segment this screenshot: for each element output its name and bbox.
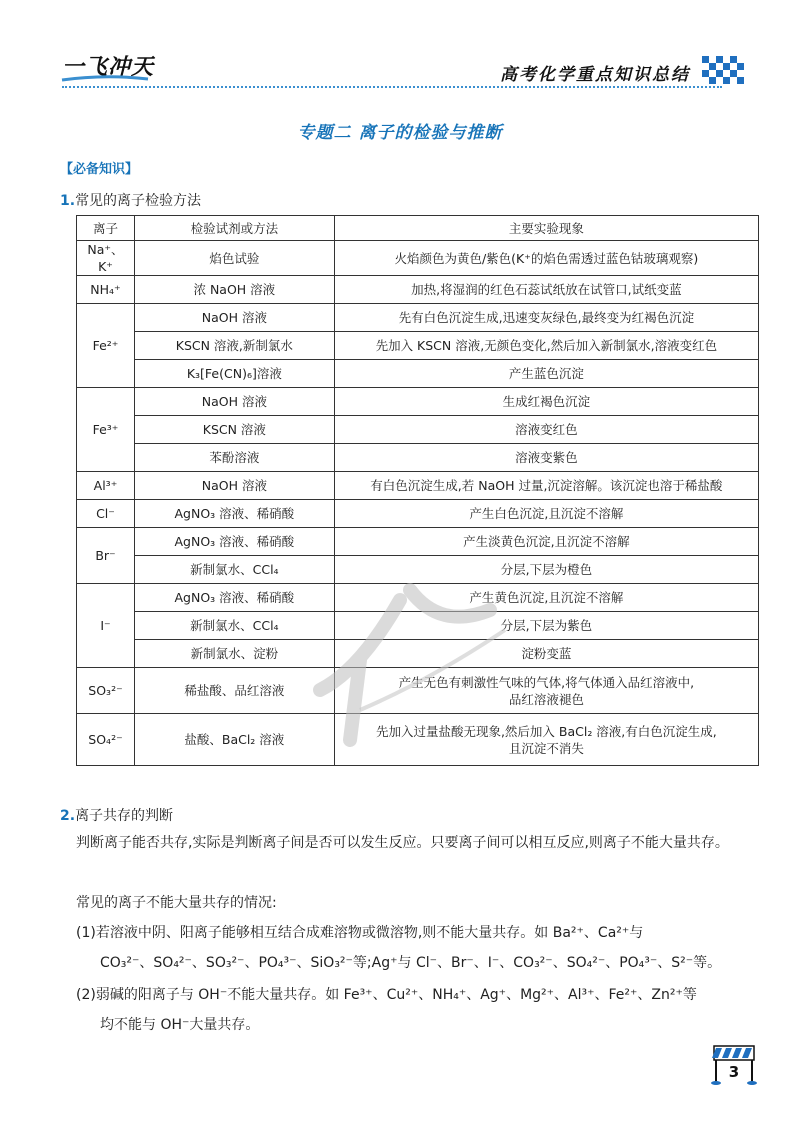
method-cell: KSCN 溶液,新制氯水 — [134, 332, 334, 360]
result-cell: 溶液变紫色 — [334, 444, 758, 472]
paragraph-cases: 常见的离子不能大量共存的情况: — [76, 895, 277, 911]
header-ion: 离子 — [77, 216, 135, 241]
result-cell: 火焰颜色为黄色/紫色(K⁺的焰色需透过蓝色钴玻璃观察) — [334, 241, 758, 276]
result-cell: 生成红褐色沉淀 — [334, 388, 758, 416]
page-header — [0, 0, 800, 100]
result-line: 品红溶液褪色 — [508, 691, 584, 707]
method-cell: K₃[Fe(CN)₆]溶液 — [134, 360, 334, 388]
ion-cell: Al³⁺ — [77, 472, 135, 500]
ion-cell: SO₄²⁻ — [77, 714, 135, 766]
case-1-line: CO₃²⁻、SO₄²⁻、SO₃²⁻、PO₄³⁻、SiO₃²⁻等;Ag⁺与 Cl⁻、Br⁻、I⁻、CO₃²⁻、SO₄²⁻、PO₄³⁻、S²⁻等。 — [100, 955, 722, 971]
result-line: 先加入过量盐酸无现象,然后加入 BaCl₂ 溶液,有白色沉淀生成, — [375, 723, 717, 739]
header-rule — [62, 86, 722, 88]
method-cell: NaOH 溶液 — [134, 304, 334, 332]
method-cell: 浓 NaOH 溶液 — [134, 276, 334, 304]
result-cell: 产生淡黄色沉淀,且沉淀不溶解 — [334, 528, 758, 556]
header-result: 主要实验现象 — [334, 216, 758, 241]
paragraph-case-2 — [76, 980, 756, 1040]
section-1-title: 常见的离子检验方法 — [75, 193, 202, 209]
result-cell: 加热,将湿润的红色石蕊试纸放在试管口,试纸变蓝 — [334, 276, 758, 304]
method-cell: NaOH 溶液 — [134, 388, 334, 416]
result-cell: 溶液变红色 — [334, 416, 758, 444]
table-row — [77, 500, 759, 528]
ion-cell: Cl⁻ — [77, 500, 135, 528]
paragraph-intro: 判断离子能否共存,实际是判断离子间是否可以发生反应。只要离子间可以相互反应,则离子不能大量共存。 — [76, 835, 729, 851]
result-cell: 产生蓝色沉淀 — [334, 360, 758, 388]
method-cell: 盐酸、BaCl₂ 溶液 — [134, 714, 334, 766]
method-cell: 新制氯水、CCl₄ — [134, 612, 334, 640]
method-cell: NaOH 溶液 — [134, 472, 334, 500]
book-title: 高考化学重点知识总结 — [500, 65, 690, 85]
table-row — [77, 304, 759, 332]
ion-cell: Fe³⁺ — [77, 388, 135, 472]
result-cell: 产生黄色沉淀,且沉淀不溶解 — [334, 584, 758, 612]
ion-cell: Fe²⁺ — [77, 304, 135, 388]
brand-logo-text: 一飞冲天 — [62, 55, 155, 80]
table-row — [77, 241, 759, 276]
method-cell: AgNO₃ 溶液、稀硝酸 — [134, 500, 334, 528]
result-cell: 有白色沉淀生成,若 NaOH 过量,沉淀溶解。该沉淀也溶于稀盐酸 — [334, 472, 758, 500]
section-2-heading — [60, 805, 173, 825]
method-cell: 苯酚溶液 — [134, 444, 334, 472]
table-row — [77, 416, 759, 444]
case-2-line: 均不能与 OH⁻大量共存。 — [100, 1017, 260, 1033]
section-1-number: 1. — [60, 193, 76, 209]
header-method: 检验试剂或方法 — [134, 216, 334, 241]
result-cell: 先加入 KSCN 溶液,无颜色变化,然后加入新制氯水,溶液变红色 — [334, 332, 758, 360]
table-row — [77, 360, 759, 388]
result-cell: 先有白色沉淀生成,迅速变灰绿色,最终变为红褐色沉淀 — [334, 304, 758, 332]
section-label: 【必备知识】 — [60, 162, 139, 177]
ion-cell: I⁻ — [77, 584, 135, 668]
ion-cell: NH₄⁺ — [77, 276, 135, 304]
result-cell: 分层,下层为橙色 — [334, 556, 758, 584]
case-2-line: (2)弱碱的阳离子与 OH⁻不能大量共存。如 Fe³⁺、Cu²⁺、NH₄⁺、Ag⁺、Mg²⁺、Al³⁺、Fe²⁺、Zn²⁺等 — [76, 987, 697, 1003]
paragraph-case-1 — [76, 918, 756, 978]
method-cell: AgNO₃ 溶液、稀硝酸 — [134, 528, 334, 556]
method-cell: 焰色试验 — [134, 241, 334, 276]
page-number: 3 — [728, 1063, 740, 1081]
result-line: 产生无色有刺激性气味的气体,将气体通入品红溶液中, — [398, 674, 695, 690]
table-row — [77, 388, 759, 416]
method-cell: KSCN 溶液 — [134, 416, 334, 444]
table-row — [77, 332, 759, 360]
result-cell: 淀粉变蓝 — [334, 640, 758, 668]
method-cell: AgNO₃ 溶液、稀硝酸 — [134, 584, 334, 612]
method-cell: 新制氯水、淀粉 — [134, 640, 334, 668]
table-row — [77, 444, 759, 472]
result-cell: 分层,下层为紫色 — [334, 612, 758, 640]
method-cell: 稀盐酸、品红溶液 — [134, 668, 334, 714]
method-cell: 新制氯水、CCl₄ — [134, 556, 334, 584]
topic-title: 专题二 离子的检验与推断 — [297, 123, 503, 143]
publisher-watermark-icon — [290, 540, 520, 770]
section-2-title: 离子共存的判断 — [75, 808, 174, 824]
checker-flag-icon — [700, 52, 746, 88]
ion-cell: SO₃²⁻ — [77, 668, 135, 714]
result-line: 且沉淀不消失 — [508, 740, 584, 756]
section-1-heading — [60, 190, 201, 210]
section-2-number: 2. — [60, 808, 76, 824]
result-cell: 产生白色沉淀,且沉淀不溶解 — [334, 500, 758, 528]
table-row — [77, 472, 759, 500]
table-header-row — [77, 216, 759, 241]
table-row — [77, 276, 759, 304]
ion-cell: Br⁻ — [77, 528, 135, 584]
case-1-line: (1)若溶液中阴、阳离子能够相互结合成难溶物或微溶物,则不能大量共存。如 Ba²⁺、Ca²⁺与 — [76, 925, 644, 941]
brand-swoosh-icon — [60, 74, 150, 84]
ion-cell: Na⁺、K⁺ — [77, 241, 135, 276]
